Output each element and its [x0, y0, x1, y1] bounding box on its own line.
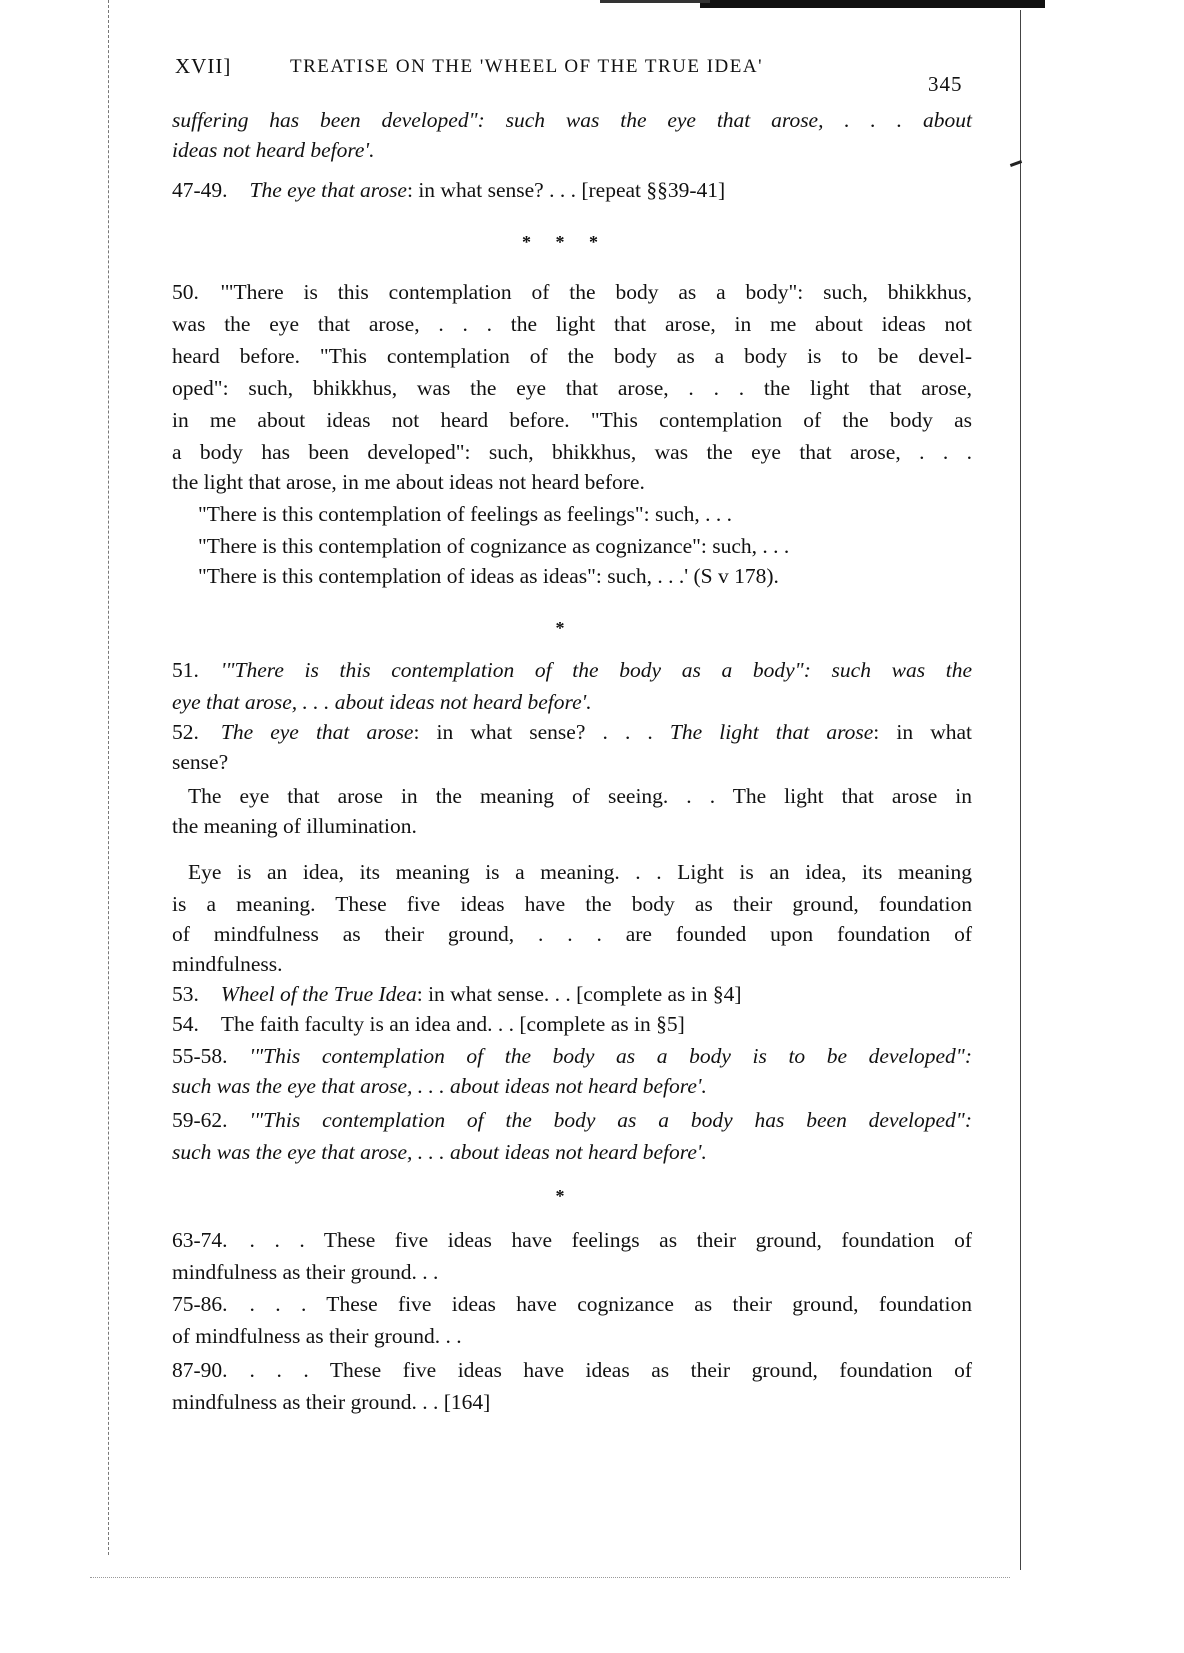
text-line: was the eye that arose, . . . the light that arose, in me about ideas not	[172, 312, 972, 336]
paragraph-50: 50. '"There is this contemplation of the body as a body": such, bhikkhus,	[172, 280, 972, 304]
text-line: mindfulness as their ground. . . [164]	[172, 1390, 491, 1414]
page-number: 345	[928, 72, 963, 96]
paragraph-number: 53.	[172, 982, 199, 1006]
text-line: sense?	[172, 750, 229, 774]
paragraph-54: 54. The faith faculty is an idea and. . . [complete as in §5]	[172, 1012, 685, 1036]
text-line: mindfulness.	[172, 952, 283, 976]
paragraph-number: 63-74.	[172, 1228, 228, 1252]
text-line: "There is this contemplation of feelings as feelings": such, . . .	[198, 502, 733, 526]
text-line: oped": such, bhikkhus, was the eye that arose, . . . the light that arose,	[172, 376, 972, 400]
paragraph-51: 51. '"There is this contemplation of the body as a body": such was the	[172, 658, 972, 682]
text-line: in me about ideas not heard before. "This contemplation of the body as	[172, 408, 972, 432]
paragraph-number: 50.	[172, 280, 199, 304]
page-edge-bottom	[90, 1577, 1010, 1578]
paragraph-63-74: 63-74. . . . These five ideas have feelings as their ground, foundation of	[172, 1228, 972, 1252]
text-line: mindfulness as their ground. . .	[172, 1260, 439, 1284]
paragraph-number: 47-49.	[172, 178, 228, 202]
text-line: of mindfulness as their ground. . .	[172, 1324, 462, 1348]
scan-shadow-top	[700, 0, 1045, 8]
text-line: such was the eye that arose, . . . about ideas not heard before'.	[172, 1074, 707, 1098]
paragraph-47-49: 47-49. The eye that arose: in what sense? . . . [repeat §§39-41]	[172, 178, 726, 202]
paragraph-number: 87-90.	[172, 1358, 228, 1382]
text-line: "There is this contemplation of cognizance as cognizance": such, . . .	[198, 534, 790, 558]
text-line: Eye is an idea, its meaning is a meaning. . . Light is an idea, its meaning	[188, 860, 972, 884]
paragraph-53: 53. Wheel of the True Idea: in what sense. . . [complete as in §4]	[172, 982, 742, 1006]
text-line: The eye that arose in the meaning of seeing. . . The light that arose in	[188, 784, 972, 808]
paragraph-75-86: 75-86. . . . These five ideas have cognizance as their ground, foundation	[172, 1292, 972, 1316]
scan-shadow-top-thin	[600, 0, 710, 3]
text-line: a body has been developed": such, bhikkhus, was the eye that arose, . . .	[172, 440, 972, 464]
paragraph-number: 75-86.	[172, 1292, 228, 1316]
paragraph-59-62: 59-62. '"This contemplation of the body as a body has been developed":	[172, 1108, 972, 1132]
text-line: such was the eye that arose, . . . about ideas not heard before'.	[172, 1140, 707, 1164]
section-separator: *	[555, 618, 575, 638]
paragraph-number: 55-58.	[172, 1044, 228, 1068]
text-line: the meaning of illumination.	[172, 814, 417, 838]
text-line: "There is this contemplation of ideas as ideas": such, . . .' (S v 178).	[198, 564, 779, 588]
section-separator: * * *	[522, 232, 608, 252]
text-line: the light that arose, in me about ideas not heard before.	[172, 470, 645, 494]
text-line: is a meaning. These five ideas have the body as their ground, foundation	[172, 892, 972, 916]
paragraph-55-58: 55-58. '"This contemplation of the body as a body is to be developed":	[172, 1044, 972, 1068]
paragraph-number: 54.	[172, 1012, 199, 1036]
text-line: eye that arose, . . . about ideas not heard before'.	[172, 690, 592, 714]
text-line: ideas not heard before'.	[172, 138, 375, 162]
text-line: suffering has been developed": such was the eye that arose, . . . about	[172, 108, 972, 132]
text-line: of mindfulness as their ground, . . . are founded upon foundation of	[172, 922, 972, 946]
paragraph-52: 52. The eye that arose: in what sense? . . . The light that arose: in what	[172, 720, 972, 744]
running-header	[172, 54, 972, 94]
running-title: TREATISE ON THE 'WHEEL OF THE TRUE IDEA'	[290, 56, 764, 77]
paragraph-number: 52.	[172, 720, 199, 744]
chapter-number: XVII]	[175, 54, 232, 78]
section-separator: *	[555, 1186, 575, 1206]
paragraph-number: 51.	[172, 658, 199, 682]
paragraph-number: 59-62.	[172, 1108, 228, 1132]
text-line: heard before. "This contemplation of the body as a body is to be devel-	[172, 344, 972, 368]
paragraph-87-90: 87-90. . . . These five ideas have ideas as their ground, foundation of	[172, 1358, 972, 1382]
